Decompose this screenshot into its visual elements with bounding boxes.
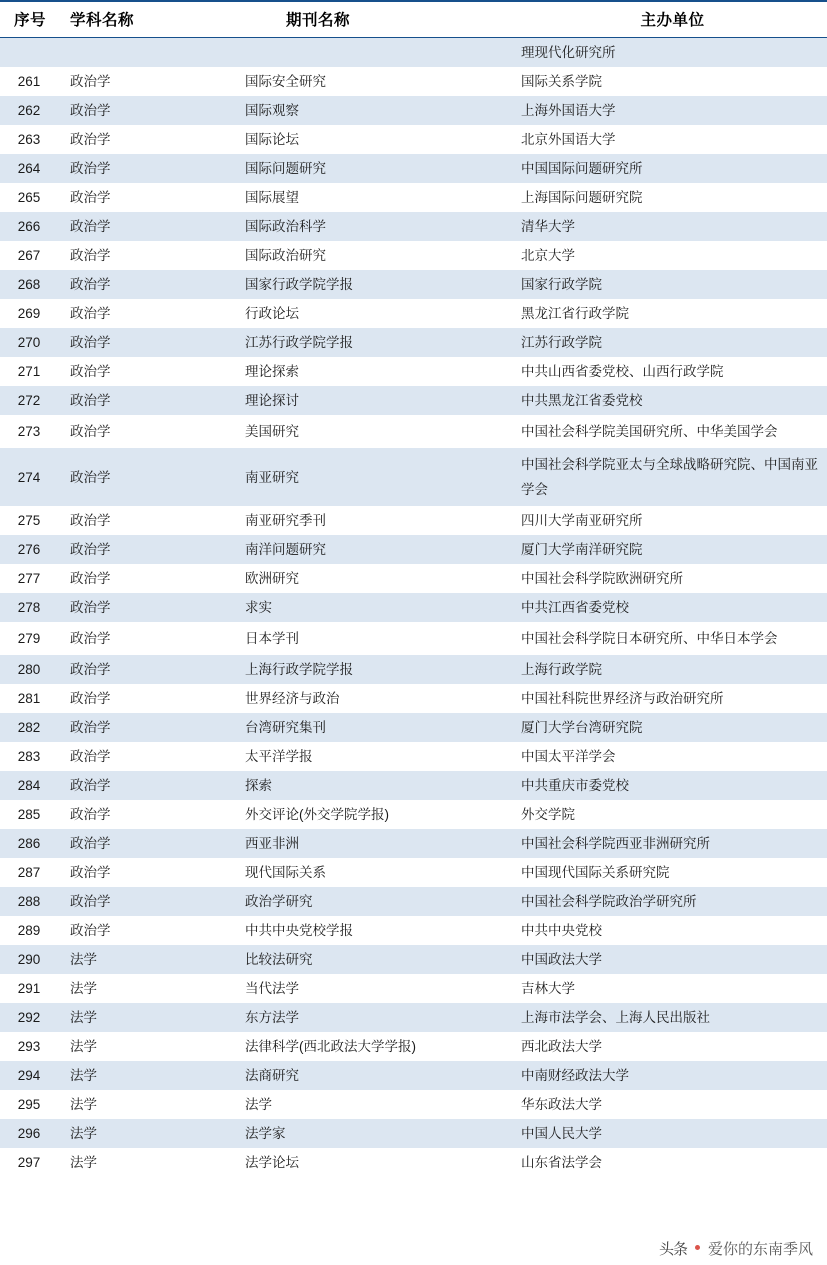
table-row xyxy=(0,1090,827,1119)
cell-organizer: 中共江西省委党校 xyxy=(518,593,827,622)
cell-sequence: 282 xyxy=(0,713,56,742)
cell-discipline: 政治学 xyxy=(56,887,242,916)
cell-discipline: 法学 xyxy=(56,974,242,1003)
cell-discipline: 政治学 xyxy=(56,713,242,742)
cell-sequence: 284 xyxy=(0,771,56,800)
cell-organizer: 中共中央党校 xyxy=(518,916,827,945)
cell-journal: 南洋问题研究 xyxy=(242,535,518,564)
table-row xyxy=(0,622,827,655)
table-body xyxy=(0,38,827,1178)
cell-organizer: 中共黑龙江省委党校 xyxy=(518,386,827,415)
cell-sequence: 281 xyxy=(0,684,56,713)
toutiao-logo: 头条 xyxy=(658,1241,687,1258)
cell-journal: 法商研究 xyxy=(242,1061,518,1090)
cell-organizer: 国际关系学院 xyxy=(518,67,827,96)
cell-discipline: 政治学 xyxy=(56,125,242,154)
cell-sequence: 292 xyxy=(0,1003,56,1032)
cell-sequence: 273 xyxy=(0,415,56,448)
column-header-journal: 期刊名称 xyxy=(242,1,518,38)
table-row xyxy=(0,241,827,270)
cell-discipline: 政治学 xyxy=(56,357,242,386)
cell-sequence: 266 xyxy=(0,212,56,241)
cell-organizer: 中南财经政法大学 xyxy=(518,1061,827,1090)
cell-organizer: 黑龙江省行政学院 xyxy=(518,299,827,328)
cell-journal: 法学 xyxy=(242,1090,518,1119)
cell-discipline: 政治学 xyxy=(56,593,242,622)
cell-journal: 南亚研究季刊 xyxy=(242,506,518,535)
cell-discipline: 政治学 xyxy=(56,684,242,713)
cell-sequence: 283 xyxy=(0,742,56,771)
watermark xyxy=(659,1238,813,1259)
cell-organizer: 中国现代国际关系研究院 xyxy=(518,858,827,887)
cell-journal: 法学论坛 xyxy=(242,1148,518,1177)
cell-organizer: 华东政法大学 xyxy=(518,1090,827,1119)
table-row xyxy=(0,742,827,771)
cell-sequence: 294 xyxy=(0,1061,56,1090)
cell-organizer: 中国社科院世界经济与政治研究所 xyxy=(518,684,827,713)
cell-journal: 日本学刊 xyxy=(242,622,518,655)
cell-organizer: 中共重庆市委党校 xyxy=(518,771,827,800)
cell-organizer: 中国社会科学院亚太与全球战略研究院、中国南亚学会 xyxy=(518,448,827,506)
cell-journal: 太平洋学报 xyxy=(242,742,518,771)
cell-journal: 国际观察 xyxy=(242,96,518,125)
table-row xyxy=(0,655,827,684)
cell-journal: 求实 xyxy=(242,593,518,622)
cell-journal: 法律科学(西北政法大学学报) xyxy=(242,1032,518,1061)
cell-organizer: 中国人民大学 xyxy=(518,1119,827,1148)
cell-sequence: 280 xyxy=(0,655,56,684)
cell-sequence: 278 xyxy=(0,593,56,622)
cell-sequence: 268 xyxy=(0,270,56,299)
table-row xyxy=(0,858,827,887)
cell-organizer: 中国社会科学院政治学研究所 xyxy=(518,887,827,916)
cell-discipline xyxy=(56,38,242,68)
cell-discipline: 法学 xyxy=(56,1061,242,1090)
table-row xyxy=(0,125,827,154)
cell-journal: 国际政治研究 xyxy=(242,241,518,270)
column-header-organizer: 主办单位 xyxy=(518,1,827,38)
cell-journal: 上海行政学院学报 xyxy=(242,655,518,684)
table-row xyxy=(0,96,827,125)
table-row xyxy=(0,1148,827,1177)
cell-journal: 探索 xyxy=(242,771,518,800)
cell-organizer: 中国政法大学 xyxy=(518,945,827,974)
table-row xyxy=(0,713,827,742)
table-header xyxy=(0,1,827,38)
cell-organizer: 中国社会科学院欧洲研究所 xyxy=(518,564,827,593)
cell-journal: 欧洲研究 xyxy=(242,564,518,593)
cell-journal: 国际论坛 xyxy=(242,125,518,154)
cell-discipline: 法学 xyxy=(56,945,242,974)
cell-sequence: 274 xyxy=(0,448,56,506)
cell-journal: 国家行政学院学报 xyxy=(242,270,518,299)
cell-journal: 现代国际关系 xyxy=(242,858,518,887)
cell-journal: 政治学研究 xyxy=(242,887,518,916)
cell-discipline: 政治学 xyxy=(56,742,242,771)
cell-journal: 比较法研究 xyxy=(242,945,518,974)
cell-discipline: 政治学 xyxy=(56,655,242,684)
cell-sequence: 279 xyxy=(0,622,56,655)
cell-discipline: 法学 xyxy=(56,1090,242,1119)
cell-organizer: 中国社会科学院西亚非洲研究所 xyxy=(518,829,827,858)
cell-discipline: 政治学 xyxy=(56,154,242,183)
cell-sequence: 270 xyxy=(0,328,56,357)
cell-organizer: 国家行政学院 xyxy=(518,270,827,299)
cell-discipline: 政治学 xyxy=(56,270,242,299)
cell-journal: 理论探索 xyxy=(242,357,518,386)
cell-organizer: 江苏行政学院 xyxy=(518,328,827,357)
cell-sequence: 276 xyxy=(0,535,56,564)
cell-discipline: 法学 xyxy=(56,1119,242,1148)
cell-sequence: 261 xyxy=(0,67,56,96)
cell-discipline: 政治学 xyxy=(56,241,242,270)
cell-sequence: 277 xyxy=(0,564,56,593)
table-row xyxy=(0,299,827,328)
cell-sequence: 296 xyxy=(0,1119,56,1148)
cell-sequence: 269 xyxy=(0,299,56,328)
table-row xyxy=(0,386,827,415)
table-row xyxy=(0,684,827,713)
cell-journal: 美国研究 xyxy=(242,415,518,448)
cell-sequence: 295 xyxy=(0,1090,56,1119)
cell-sequence: 286 xyxy=(0,829,56,858)
table-row xyxy=(0,448,827,506)
cell-discipline: 法学 xyxy=(56,1003,242,1032)
table-row xyxy=(0,415,827,448)
cell-journal: 理论探讨 xyxy=(242,386,518,415)
cell-organizer: 上海市法学会、上海人民出版社 xyxy=(518,1003,827,1032)
cell-sequence: 275 xyxy=(0,506,56,535)
cell-discipline: 政治学 xyxy=(56,448,242,506)
cell-discipline: 法学 xyxy=(56,1032,242,1061)
cell-journal: 西亚非洲 xyxy=(242,829,518,858)
cell-organizer: 山东省法学会 xyxy=(518,1148,827,1177)
cell-discipline: 政治学 xyxy=(56,183,242,212)
cell-organizer: 中国社会科学院美国研究所、中华美国学会 xyxy=(518,415,827,448)
table-row xyxy=(0,771,827,800)
cell-organizer: 中国太平洋学会 xyxy=(518,742,827,771)
table-row xyxy=(0,270,827,299)
cell-discipline: 政治学 xyxy=(56,771,242,800)
table-row xyxy=(0,1119,827,1148)
cell-organizer: 厦门大学南洋研究院 xyxy=(518,535,827,564)
cell-sequence: 265 xyxy=(0,183,56,212)
cell-discipline: 法学 xyxy=(56,1148,242,1177)
cell-discipline: 政治学 xyxy=(56,415,242,448)
cell-journal: 当代法学 xyxy=(242,974,518,1003)
cell-organizer: 四川大学南亚研究所 xyxy=(518,506,827,535)
cell-organizer: 北京大学 xyxy=(518,241,827,270)
cell-discipline: 政治学 xyxy=(56,829,242,858)
cell-journal: 行政论坛 xyxy=(242,299,518,328)
cell-journal: 世界经济与政治 xyxy=(242,684,518,713)
cell-discipline: 政治学 xyxy=(56,564,242,593)
cell-sequence: 267 xyxy=(0,241,56,270)
cell-discipline: 政治学 xyxy=(56,328,242,357)
cell-organizer: 吉林大学 xyxy=(518,974,827,1003)
cell-journal: 国际政治科学 xyxy=(242,212,518,241)
table-row xyxy=(0,328,827,357)
table-row xyxy=(0,887,827,916)
cell-sequence: 264 xyxy=(0,154,56,183)
cell-journal: 东方法学 xyxy=(242,1003,518,1032)
table-row xyxy=(0,183,827,212)
cell-sequence: 289 xyxy=(0,916,56,945)
cell-discipline: 政治学 xyxy=(56,916,242,945)
cell-organizer: 西北政法大学 xyxy=(518,1032,827,1061)
cell-organizer: 清华大学 xyxy=(518,212,827,241)
cell-journal: 外交评论(外交学院学报) xyxy=(242,800,518,829)
cell-sequence: 291 xyxy=(0,974,56,1003)
cell-sequence: 297 xyxy=(0,1148,56,1177)
table-row xyxy=(0,945,827,974)
cell-journal: 国际展望 xyxy=(242,183,518,212)
cell-journal xyxy=(242,38,518,68)
cell-journal: 南亚研究 xyxy=(242,448,518,506)
cell-organizer: 中国国际问题研究所 xyxy=(518,154,827,183)
table-row xyxy=(0,357,827,386)
cell-organizer: 上海行政学院 xyxy=(518,655,827,684)
cell-discipline: 政治学 xyxy=(56,858,242,887)
table-row xyxy=(0,593,827,622)
cell-organizer: 上海国际问题研究院 xyxy=(518,183,827,212)
cell-organizer: 中国社会科学院日本研究所、中华日本学会 xyxy=(518,622,827,655)
table-row xyxy=(0,38,827,68)
table-row xyxy=(0,506,827,535)
cell-journal: 江苏行政学院学报 xyxy=(242,328,518,357)
table-row xyxy=(0,916,827,945)
table-row xyxy=(0,535,827,564)
cell-organizer: 外交学院 xyxy=(518,800,827,829)
cell-organizer: 北京外国语大学 xyxy=(518,125,827,154)
table-row xyxy=(0,1061,827,1090)
cell-sequence: 271 xyxy=(0,357,56,386)
table-row xyxy=(0,1032,827,1061)
column-header-discipline: 学科名称 xyxy=(56,1,242,38)
cell-sequence: 290 xyxy=(0,945,56,974)
cell-journal: 台湾研究集刊 xyxy=(242,713,518,742)
cell-journal: 国际问题研究 xyxy=(242,154,518,183)
cell-sequence: 262 xyxy=(0,96,56,125)
cell-sequence: 272 xyxy=(0,386,56,415)
cell-discipline: 政治学 xyxy=(56,535,242,564)
watermark-text: 爱你的东南季风 xyxy=(707,1241,813,1258)
cell-discipline: 政治学 xyxy=(56,299,242,328)
cell-discipline: 政治学 xyxy=(56,96,242,125)
cell-discipline: 政治学 xyxy=(56,622,242,655)
cell-organizer: 厦门大学台湾研究院 xyxy=(518,713,827,742)
column-header-sequence: 序号 xyxy=(0,1,56,38)
cell-discipline: 政治学 xyxy=(56,67,242,96)
table-row xyxy=(0,67,827,96)
cell-journal: 中共中央党校学报 xyxy=(242,916,518,945)
cell-sequence: 288 xyxy=(0,887,56,916)
cell-sequence: 263 xyxy=(0,125,56,154)
table-row xyxy=(0,154,827,183)
cell-discipline: 政治学 xyxy=(56,800,242,829)
cell-sequence: 287 xyxy=(0,858,56,887)
cell-sequence xyxy=(0,38,56,68)
cell-sequence: 285 xyxy=(0,800,56,829)
cell-organizer: 中共山西省委党校、山西行政学院 xyxy=(518,357,827,386)
cell-journal: 法学家 xyxy=(242,1119,518,1148)
table-row xyxy=(0,212,827,241)
cell-organizer: 理现代化研究所 xyxy=(518,38,827,68)
table-row xyxy=(0,1003,827,1032)
cell-sequence: 293 xyxy=(0,1032,56,1061)
table-row xyxy=(0,800,827,829)
cell-journal: 国际安全研究 xyxy=(242,67,518,96)
cell-organizer: 上海外国语大学 xyxy=(518,96,827,125)
cell-discipline: 政治学 xyxy=(56,386,242,415)
table-row xyxy=(0,564,827,593)
cell-discipline: 政治学 xyxy=(56,506,242,535)
cell-discipline: 政治学 xyxy=(56,212,242,241)
table-row xyxy=(0,829,827,858)
watermark-dot-icon xyxy=(695,1245,700,1250)
table-row xyxy=(0,974,827,1003)
table-header-row xyxy=(0,1,827,38)
